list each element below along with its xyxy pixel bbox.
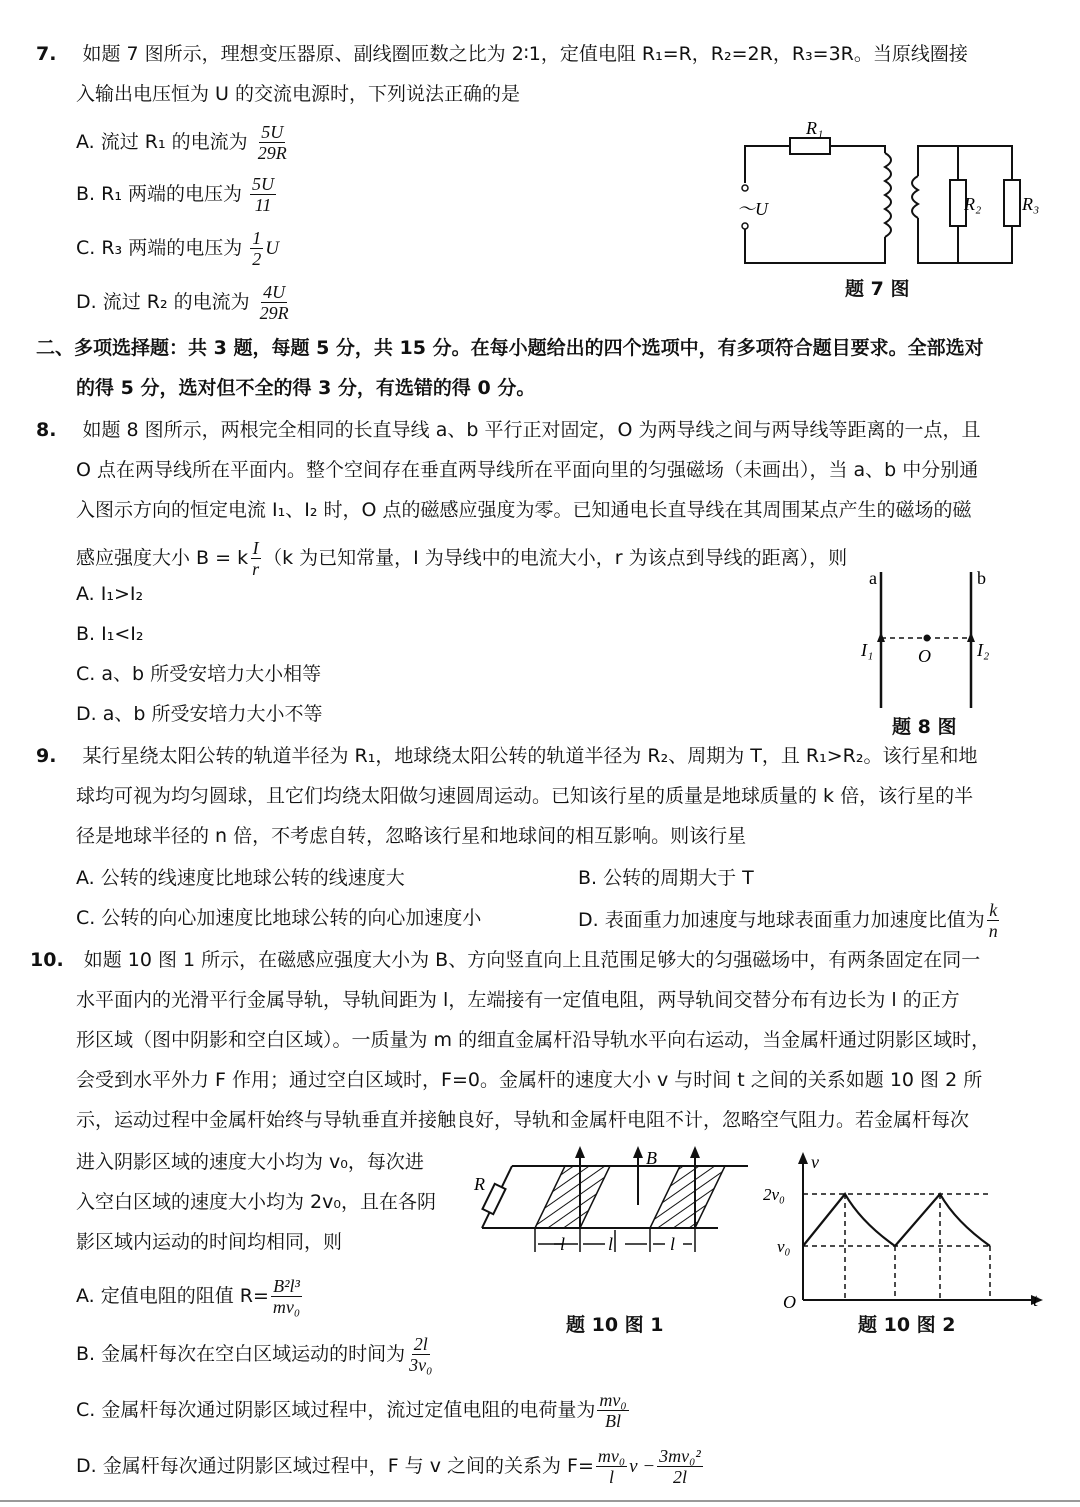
q10-line8: 影区域内运动的时间均相同，则 [76, 1231, 343, 1253]
svg-text:t: t [1033, 1290, 1039, 1310]
q8-option-b[interactable]: B. I₁<I₂ [76, 623, 144, 645]
section2-heading: 二、多项选择题：共 3 题，每题 5 分，共 15 分。在每小题给出的四个选项中，有多项符合题目要求。全部选对 [36, 337, 984, 359]
page-bottom-rule [0, 1500, 1080, 1502]
r3-label: R₃ [1022, 194, 1040, 214]
q10-line4: 会受到水平外力 F 作用；通过空白区域时，F=0。金属杆的速度大小 v 与时间 t 之间的关系如题 10 图 2 所 [76, 1069, 983, 1091]
svg-text:R: R [474, 1174, 485, 1194]
q9-option-c[interactable]: C. 公转的向心加速度比地球公转的向心加速度小 [76, 907, 482, 929]
q8-line2: O 点在两导线所在平面内。整个空间存在垂直两导线所在平面向里的匀强磁场（未画出），当 a、b 中分别通 [76, 459, 979, 481]
q9-text [36, 744, 977, 768]
svg-text:O: O [918, 646, 931, 666]
question-number: 9. [36, 745, 57, 767]
q10-figure2-caption: 题 10 图 2 [858, 1314, 956, 1336]
resistor-r [482, 1184, 505, 1214]
q10-figure1-caption: 题 10 图 1 [566, 1314, 664, 1336]
section2-heading-line2: 的得 5 分，选对但不全的得 3 分，有选错的得 0 分。 [76, 377, 536, 399]
r2-label: R₂ [964, 194, 982, 214]
q8-option-d[interactable]: D. a、b 所受安培力大小不等 [76, 703, 323, 725]
shaded-region-2 [650, 1166, 725, 1228]
q10-line5: 示，运动过程中金属杆始终与导轨垂直并接触良好，导轨和金属杆电阻不计，忽略空气阻力。若金属杆每次 [76, 1109, 970, 1131]
q10-figure2-vt-graph [763, 1152, 1055, 1312]
q7-line2: 入输出电压恒为 U 的交流电源时，下列说法正确的是 [76, 83, 520, 105]
q10-line1: 如题 10 图 1 所示，在磁感应强度大小为 B、方向竖直向上且范围足够大的匀强磁场中，有两条固定在同一 [83, 949, 981, 971]
q8-option-a[interactable]: A. I₁>I₂ [76, 583, 144, 605]
q8-line1: 如题 8 图所示，两根完全相同的长直导线 a、b 平行正对固定，O 为两导线之间与两导线等距离的一点，且 [82, 419, 981, 441]
source-label: ～U [737, 199, 768, 219]
svg-text:l: l [560, 1234, 566, 1254]
svg-text:2v₀: 2v₀ [763, 1185, 785, 1204]
point-o [924, 635, 931, 642]
q7-option-a[interactable]: A. 流过 R₁ 的电流为 $\frac{5U}{29R}$ [76, 122, 287, 163]
svg-text:a: a [869, 568, 877, 588]
q8-line4: 感应强度大小 B = k $\frac{I}{r}$ （k 为已知常量，I 为导线中的电流大小，r 为该点到导线的距离），则 [76, 538, 848, 579]
q7-circuit-figure [730, 118, 1060, 273]
q10-line6: 进入阴影区域的速度大小均为 v₀，每次进 [76, 1151, 424, 1173]
q9-line2: 球均可视为均匀圆球，且它们均绕太阳做匀速圆周运动。已知该行星的质量是地球质量的 k 倍，该行星的半 [76, 785, 974, 807]
q9-option-b[interactable]: B. 公转的周期大于 T [578, 867, 754, 889]
q10-line3: 形区域（图中阴影和空白区域）。一质量为 m 的细直金属杆沿导轨水平向右运动，当金属杆通过阴影区域时， [76, 1029, 991, 1051]
q8-option-c[interactable]: C. a、b 所受安培力大小相等 [76, 663, 322, 685]
q10-option-d[interactable]: D. 金属杆每次通过阴影区域过程中，F 与 v 之间的关系为 F= $\frac{\text{mv₀}}{l}$ v − $\frac{\text{3mv₀²}}{2l}$ [76, 1446, 701, 1487]
resistor-r1 [790, 138, 830, 154]
q8-text [36, 418, 980, 442]
q10-line7: 入空白区域的速度大小均为 2v₀，且在各阴 [76, 1191, 436, 1213]
q7-option-d[interactable]: D. 流过 R₂ 的电流为 $\frac{4U}{29R}$ [76, 282, 289, 323]
q10-line2: 水平面内的光滑平行金属导轨，导轨间距为 l，左端接有一定值电阻，两导轨间交替分布有边长为 l 的正方 [76, 989, 960, 1011]
resistor-r3 [1004, 180, 1020, 226]
svg-text:I₁: I₁ [861, 640, 874, 660]
q7-option-c[interactable]: C. R₃ 两端的电压为 $\frac{1}{2}$ U [76, 228, 279, 269]
q9-option-a[interactable]: A. 公转的线速度比地球公转的线速度大 [76, 867, 405, 889]
q8-wires-figure [855, 570, 1005, 710]
q7-figure-caption: 题 7 图 [845, 278, 910, 300]
svg-text:l: l [608, 1234, 614, 1254]
q8-line3: 入图示方向的恒定电流 I₁、I₂ 时，O 点的磁感应强度为零。已知通电长直导线在其周围某点产生的磁场的磁 [76, 499, 972, 521]
svg-text:B: B [646, 1148, 657, 1168]
svg-text:O: O [783, 1292, 796, 1312]
question-number: 10. [30, 949, 64, 971]
svg-text:b: b [977, 568, 986, 588]
question-number: 7. [36, 43, 57, 65]
q7-line1: 如题 7 图所示，理想变压器原、副线圈匝数之比为 2∶1，定值电阻 R₁=R，R₂=2R，R₃=3R。当原线圈接 [82, 43, 968, 65]
q7-option-b[interactable]: B. R₁ 两端的电压为 $\frac{5U}{11}$ [76, 174, 275, 215]
q7-text [36, 42, 968, 66]
q8-figure-caption: 题 8 图 [892, 716, 957, 738]
vt-curve [803, 1194, 990, 1246]
svg-text:I₂: I₂ [977, 640, 990, 660]
svg-text:v: v [811, 1152, 819, 1172]
svg-text:l: l [670, 1234, 676, 1254]
q9-option-d[interactable]: D. 表面重力加速度与地球表面重力加速度比值为 $\frac{k}{n}$ [578, 900, 998, 941]
q9-line1: 某行星绕太阳公转的轨道半径为 R₁，地球绕太阳公转的轨道半径为 R₂、周期为 T，且 R₁>R₂。该行星和地 [82, 745, 978, 767]
r1-label: R₁ [806, 118, 824, 138]
q10-text [30, 948, 980, 972]
shaded-region-1 [535, 1166, 610, 1228]
q10-figure1-rails [470, 1150, 760, 1300]
q10-option-a[interactable]: A. 定值电阻的阻值 R= $\frac{\text{B²l³}}{\text{mv₀}}$ [76, 1276, 301, 1317]
q10-option-c[interactable]: C. 金属杆每次通过阴影区域过程中，流过定值电阻的电荷量为 $\frac{\text{mv₀}}{Bl}$ [76, 1390, 627, 1431]
q9-line3: 径是地球半径的 n 倍，不考虑自转，忽略该行星和地球间的相互影响。则该行星 [76, 825, 747, 847]
q10-option-b[interactable]: B. 金属杆每次在空白区域运动的时间为 $\frac{2l}{\text{3v₀}}$ [76, 1334, 433, 1375]
question-number: 8. [36, 419, 57, 441]
svg-text:v₀: v₀ [777, 1237, 791, 1256]
